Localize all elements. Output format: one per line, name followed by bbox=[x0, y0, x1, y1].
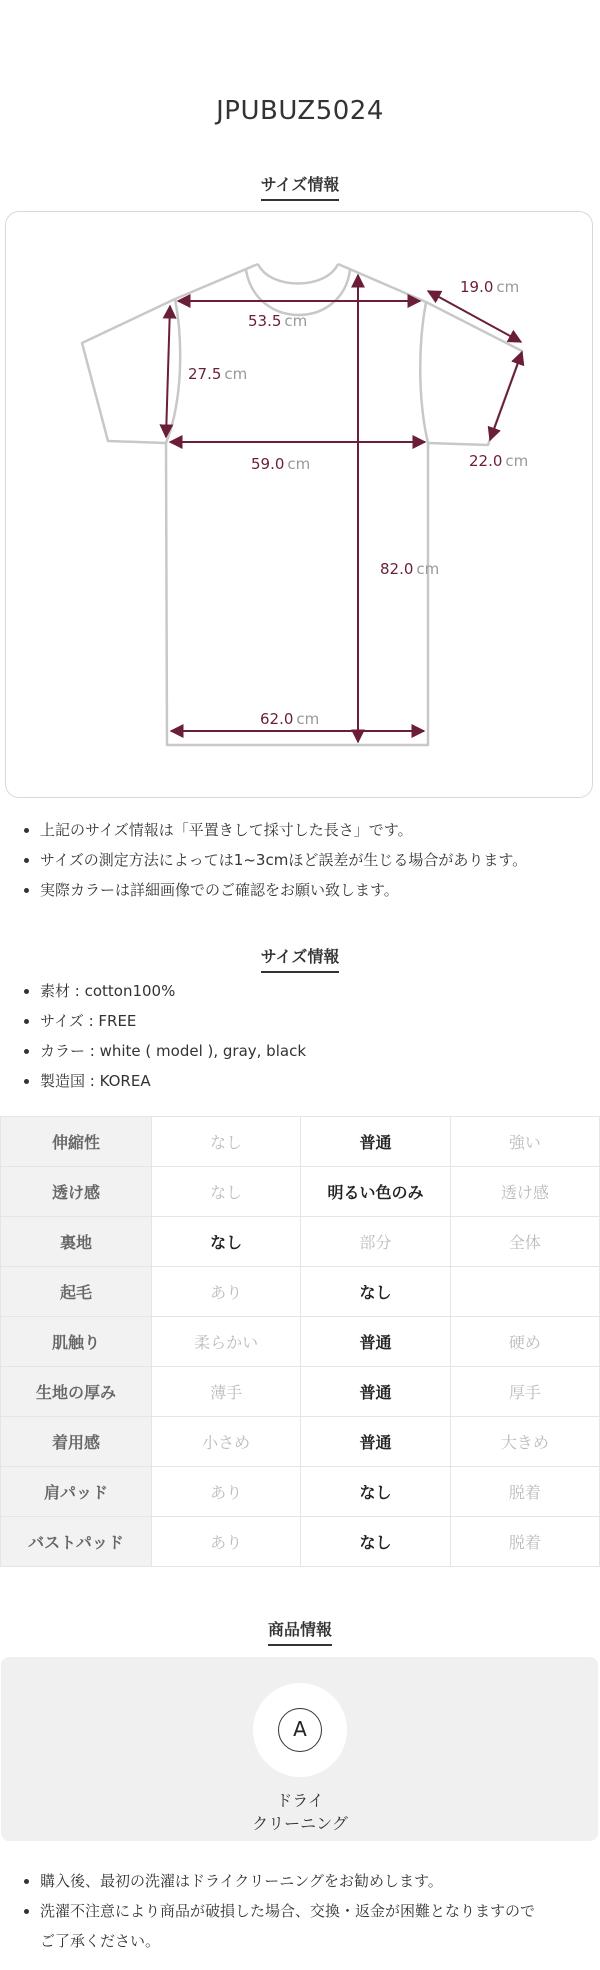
spec-option-cell: 普通 bbox=[301, 1417, 450, 1467]
list-item: カラー : white ( model ), gray, black bbox=[40, 1036, 580, 1066]
spec-option-cell: 部分 bbox=[301, 1217, 450, 1267]
size-notes-list bbox=[0, 815, 580, 905]
care-label-line2: クリーニング bbox=[252, 1814, 348, 1833]
spec-option-cell: 脱着 bbox=[450, 1467, 599, 1517]
table-row bbox=[1, 1217, 600, 1267]
spec-option-cell: 厚手 bbox=[450, 1367, 599, 1417]
tshirt-size-diagram bbox=[0, 0, 600, 800]
spec-option-cell: なし bbox=[301, 1517, 450, 1567]
list-item: サイズ : FREE bbox=[40, 1006, 580, 1036]
info-section-title bbox=[0, 944, 600, 973]
list-item: 実際カラーは詳細画像でのご確認をお願い致します。 bbox=[40, 875, 580, 905]
fabric-spec-table bbox=[0, 1116, 600, 1567]
list-item: 製造国 : KOREA bbox=[40, 1066, 580, 1096]
spec-option-cell: なし bbox=[301, 1267, 450, 1317]
care-label-line1: ドライ bbox=[276, 1791, 324, 1810]
spec-row-label: 着用感 bbox=[1, 1417, 152, 1467]
spec-row-label: 肩パッド bbox=[1, 1467, 152, 1517]
size-section-title-text: サイズ情報 bbox=[261, 172, 340, 201]
tshirt-outline bbox=[82, 264, 522, 745]
care-section-title-text: 商品情報 bbox=[268, 1617, 332, 1646]
spec-option-cell: 普通 bbox=[301, 1367, 450, 1417]
spec-option-cell: なし bbox=[152, 1117, 301, 1167]
sleeve-opening-label: 22.0 cm bbox=[469, 452, 529, 470]
spec-option-cell: なし bbox=[152, 1167, 301, 1217]
info-section-title-text: サイズ情報 bbox=[261, 944, 340, 973]
spec-option-cell bbox=[450, 1267, 599, 1317]
care-section-title bbox=[0, 1617, 600, 1646]
spec-option-cell: 透け感 bbox=[450, 1167, 599, 1217]
total-length-label: 82.0 cm bbox=[380, 560, 440, 578]
table-row bbox=[1, 1267, 600, 1317]
armhole-line bbox=[166, 306, 170, 437]
spec-option-cell: あり bbox=[152, 1517, 301, 1567]
list-item: 購入後、最初の洗濯はドライクリーニングをお勧めします。 bbox=[40, 1866, 580, 1896]
table-row bbox=[1, 1417, 600, 1467]
spec-option-cell: 強い bbox=[450, 1117, 599, 1167]
list-item: 洗濯不注意により商品が破損した場合、交換・返金が困難となりますので ご了承ください。 bbox=[40, 1896, 580, 1956]
spec-option-cell: あり bbox=[152, 1267, 301, 1317]
sleeve-length-line bbox=[428, 291, 521, 342]
list-item: 素材 : cotton100% bbox=[40, 976, 580, 1006]
table-row bbox=[1, 1367, 600, 1417]
sleeve-opening-line bbox=[490, 352, 522, 440]
list-item: 上記のサイズ情報は「平置きして採寸した長さ」です。 bbox=[40, 815, 580, 845]
spec-option-cell: 硬め bbox=[450, 1317, 599, 1367]
table-row bbox=[1, 1167, 600, 1217]
spec-option-cell: あり bbox=[152, 1467, 301, 1517]
spec-option-cell: 全体 bbox=[450, 1217, 599, 1267]
hem-label: 62.0 cm bbox=[260, 710, 320, 728]
care-notes-list bbox=[0, 1866, 580, 1956]
sleeve-length-label: 19.0 cm bbox=[460, 278, 520, 296]
product-info-list bbox=[0, 976, 580, 1096]
spec-row-label: 伸縮性 bbox=[1, 1117, 152, 1167]
spec-option-cell: 大きめ bbox=[450, 1417, 599, 1467]
chest-label: 59.0 cm bbox=[251, 455, 311, 473]
spec-row-label: 生地の厚み bbox=[1, 1367, 152, 1417]
table-row bbox=[1, 1467, 600, 1517]
spec-option-cell: 普通 bbox=[301, 1317, 450, 1367]
list-item: サイズの測定方法によっては1~3cmほど誤差が生じる場合があります。 bbox=[40, 845, 580, 875]
armhole-label: 27.5 cm bbox=[188, 365, 248, 383]
spec-row-label: バストパッド bbox=[1, 1517, 152, 1567]
spec-option-cell: 普通 bbox=[301, 1117, 450, 1167]
spec-row-label: 透け感 bbox=[1, 1167, 152, 1217]
spec-row-label: 起毛 bbox=[1, 1267, 152, 1317]
product-code: JPUBUZ5024 bbox=[216, 96, 384, 126]
spec-option-cell: 明るい色のみ bbox=[301, 1167, 450, 1217]
spec-option-cell: 薄手 bbox=[152, 1367, 301, 1417]
spec-option-cell: 柔らかい bbox=[152, 1317, 301, 1367]
spec-option-cell: 脱着 bbox=[450, 1517, 599, 1567]
spec-option-cell: なし bbox=[152, 1217, 301, 1267]
table-row bbox=[1, 1117, 600, 1167]
spec-row-label: 肌触り bbox=[1, 1317, 152, 1367]
spec-option-cell: なし bbox=[301, 1467, 450, 1517]
shoulder-label: 53.5 cm bbox=[248, 312, 308, 330]
table-row bbox=[1, 1317, 600, 1367]
spec-option-cell: 小さめ bbox=[152, 1417, 301, 1467]
dry-clean-icon: A bbox=[278, 1708, 322, 1752]
table-row bbox=[1, 1517, 600, 1567]
spec-row-label: 裏地 bbox=[1, 1217, 152, 1267]
